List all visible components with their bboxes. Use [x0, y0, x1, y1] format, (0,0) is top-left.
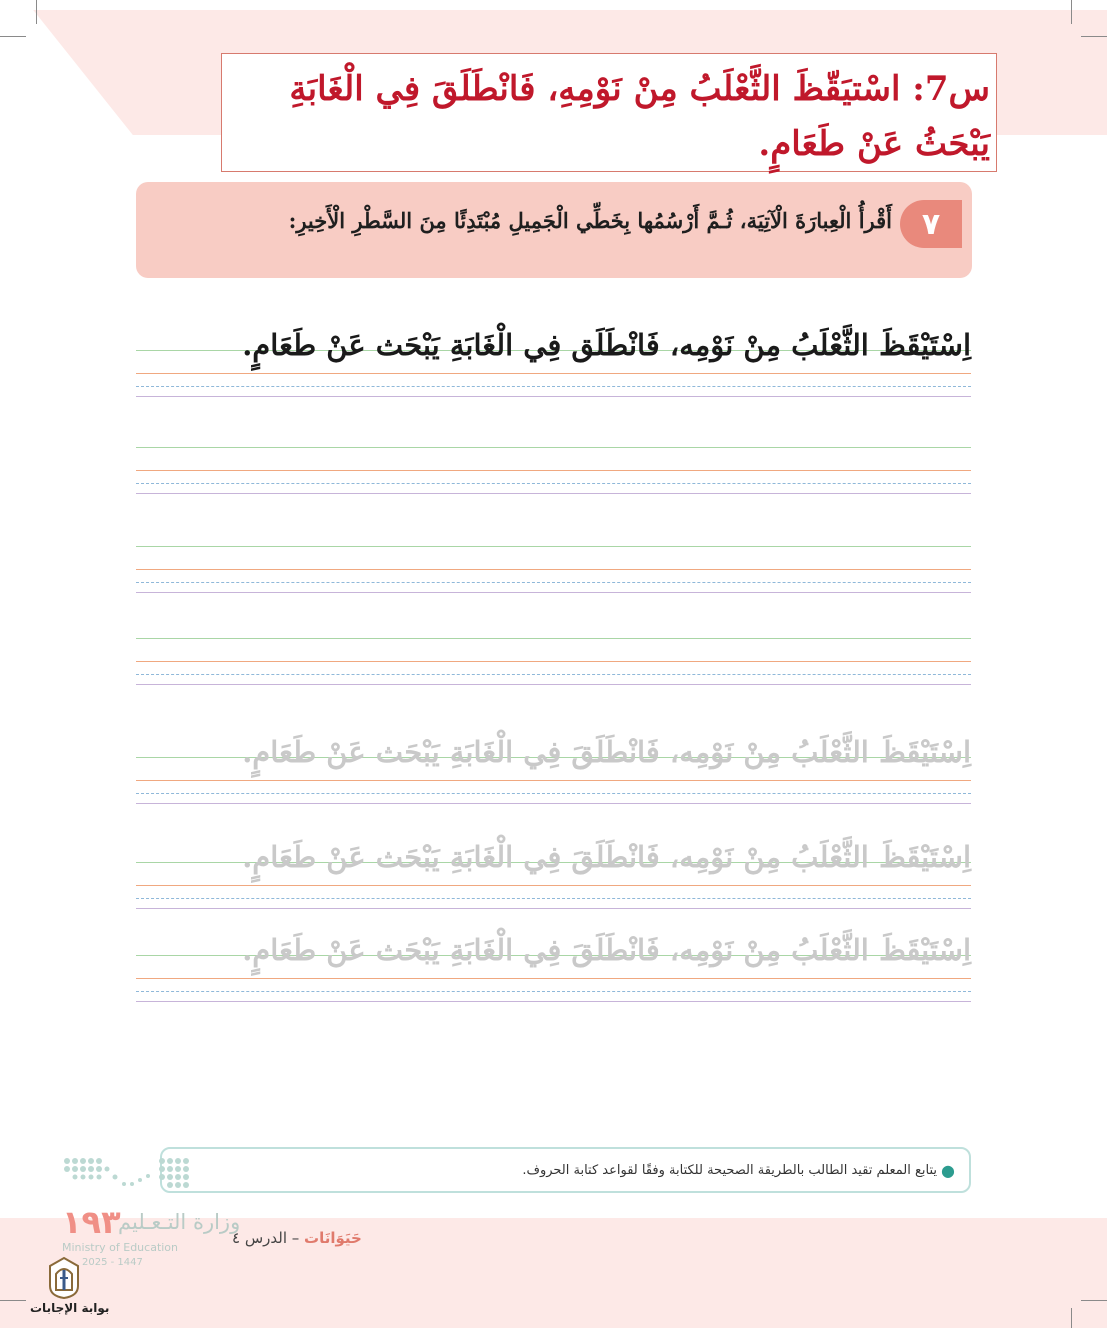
writing-line-blank[interactable]: [136, 546, 971, 596]
ministry-year: 2025 - 1447: [82, 1257, 143, 1268]
trace-sentence: اِسْتَيْقَظَ الثَّعْلَبُ مِنْ نَوْمِه، فَانْطَلَقَ فِي الْغَابَةِ يَبْحَث عَنْ طَعَامٍ.: [242, 933, 971, 967]
ministry-dots-logo: [62, 1156, 200, 1196]
crop-mark: [1071, 0, 1072, 24]
footer-background: [0, 1218, 1107, 1328]
ministry-name-arabic: وزارة التـعـليم: [118, 1210, 241, 1234]
answers-portal-logo-text: بوابة الإجابات: [30, 1301, 110, 1315]
writing-line-trace[interactable]: [136, 840, 971, 912]
bullet-icon: ●: [941, 1160, 955, 1180]
question-box: [221, 53, 997, 172]
model-sentence: اِسْتَيْقَظَ الثَّعْلَبُ مِنْ نَوْمِه، فَانْطَلَق فِي الْغَابَةِ يَبْحَث عَنْ طَعَامٍ.: [242, 328, 971, 362]
teacher-note: [160, 1147, 971, 1193]
trace-sentence: اِسْتَيْقَظَ الثَّعْلَبُ مِنْ نَوْمِه، فَانْطَلَقَ فِي الْغَابَةِ يَبْحَث عَنْ طَعَامٍ.: [242, 840, 971, 874]
crop-mark: [36, 0, 37, 24]
exercise-number-badge: ٧: [900, 200, 962, 248]
writing-line-blank[interactable]: [136, 447, 971, 497]
answers-portal-logo-icon: [42, 1256, 86, 1300]
question-text: س7: اسْتيَقّظَ الثَّعْلَبُ مِنْ نَوْمِهِ، فَانْطَلَقَ فِي الْغَابَةِ يَبْحَثُ عَنْ طَعَامٍ.: [289, 69, 990, 164]
writing-line-model: [136, 328, 971, 400]
writing-line-trace[interactable]: [136, 933, 971, 1005]
ministry-name-english: Ministry of Education: [62, 1241, 179, 1254]
writing-line-blank[interactable]: [136, 638, 971, 688]
page-number: ١٩٣: [62, 1203, 121, 1241]
lesson-footer: [232, 1229, 362, 1247]
instruction-text: أَقْرأُ الْعِبارَةَ الْآتِيَة، ثُـمَّ أَرْسُمُها بِخَطِّي الْجَمِيلِ مُبْتَدِئًا مِنَ السَّطْرِ الْأَخِيرِ:: [288, 208, 892, 233]
instruction-banner: [136, 182, 972, 278]
writing-line-trace[interactable]: [136, 735, 971, 807]
crop-mark: [0, 36, 26, 37]
crop-mark: [1071, 1308, 1072, 1328]
lesson-title: حَيَوَانَات: [304, 1229, 362, 1247]
crop-mark: [1081, 1300, 1107, 1301]
crop-mark: [1081, 36, 1107, 37]
crop-mark: [0, 1300, 26, 1301]
teacher-note-text: يتابع المعلم تقيد الطالب بالطريقة الصحيحة للكتابة وفقًا لقواعد كتابة الحروف.: [522, 1162, 938, 1178]
trace-sentence: اِسْتَيْقَظَ الثَّعْلَبُ مِنْ نَوْمِه، فَانْطَلَقَ فِي الْغَابَةِ يَبْحَث عَنْ طَعَامٍ.: [242, 735, 971, 769]
lesson-label: – الدرس ٤: [232, 1229, 300, 1247]
